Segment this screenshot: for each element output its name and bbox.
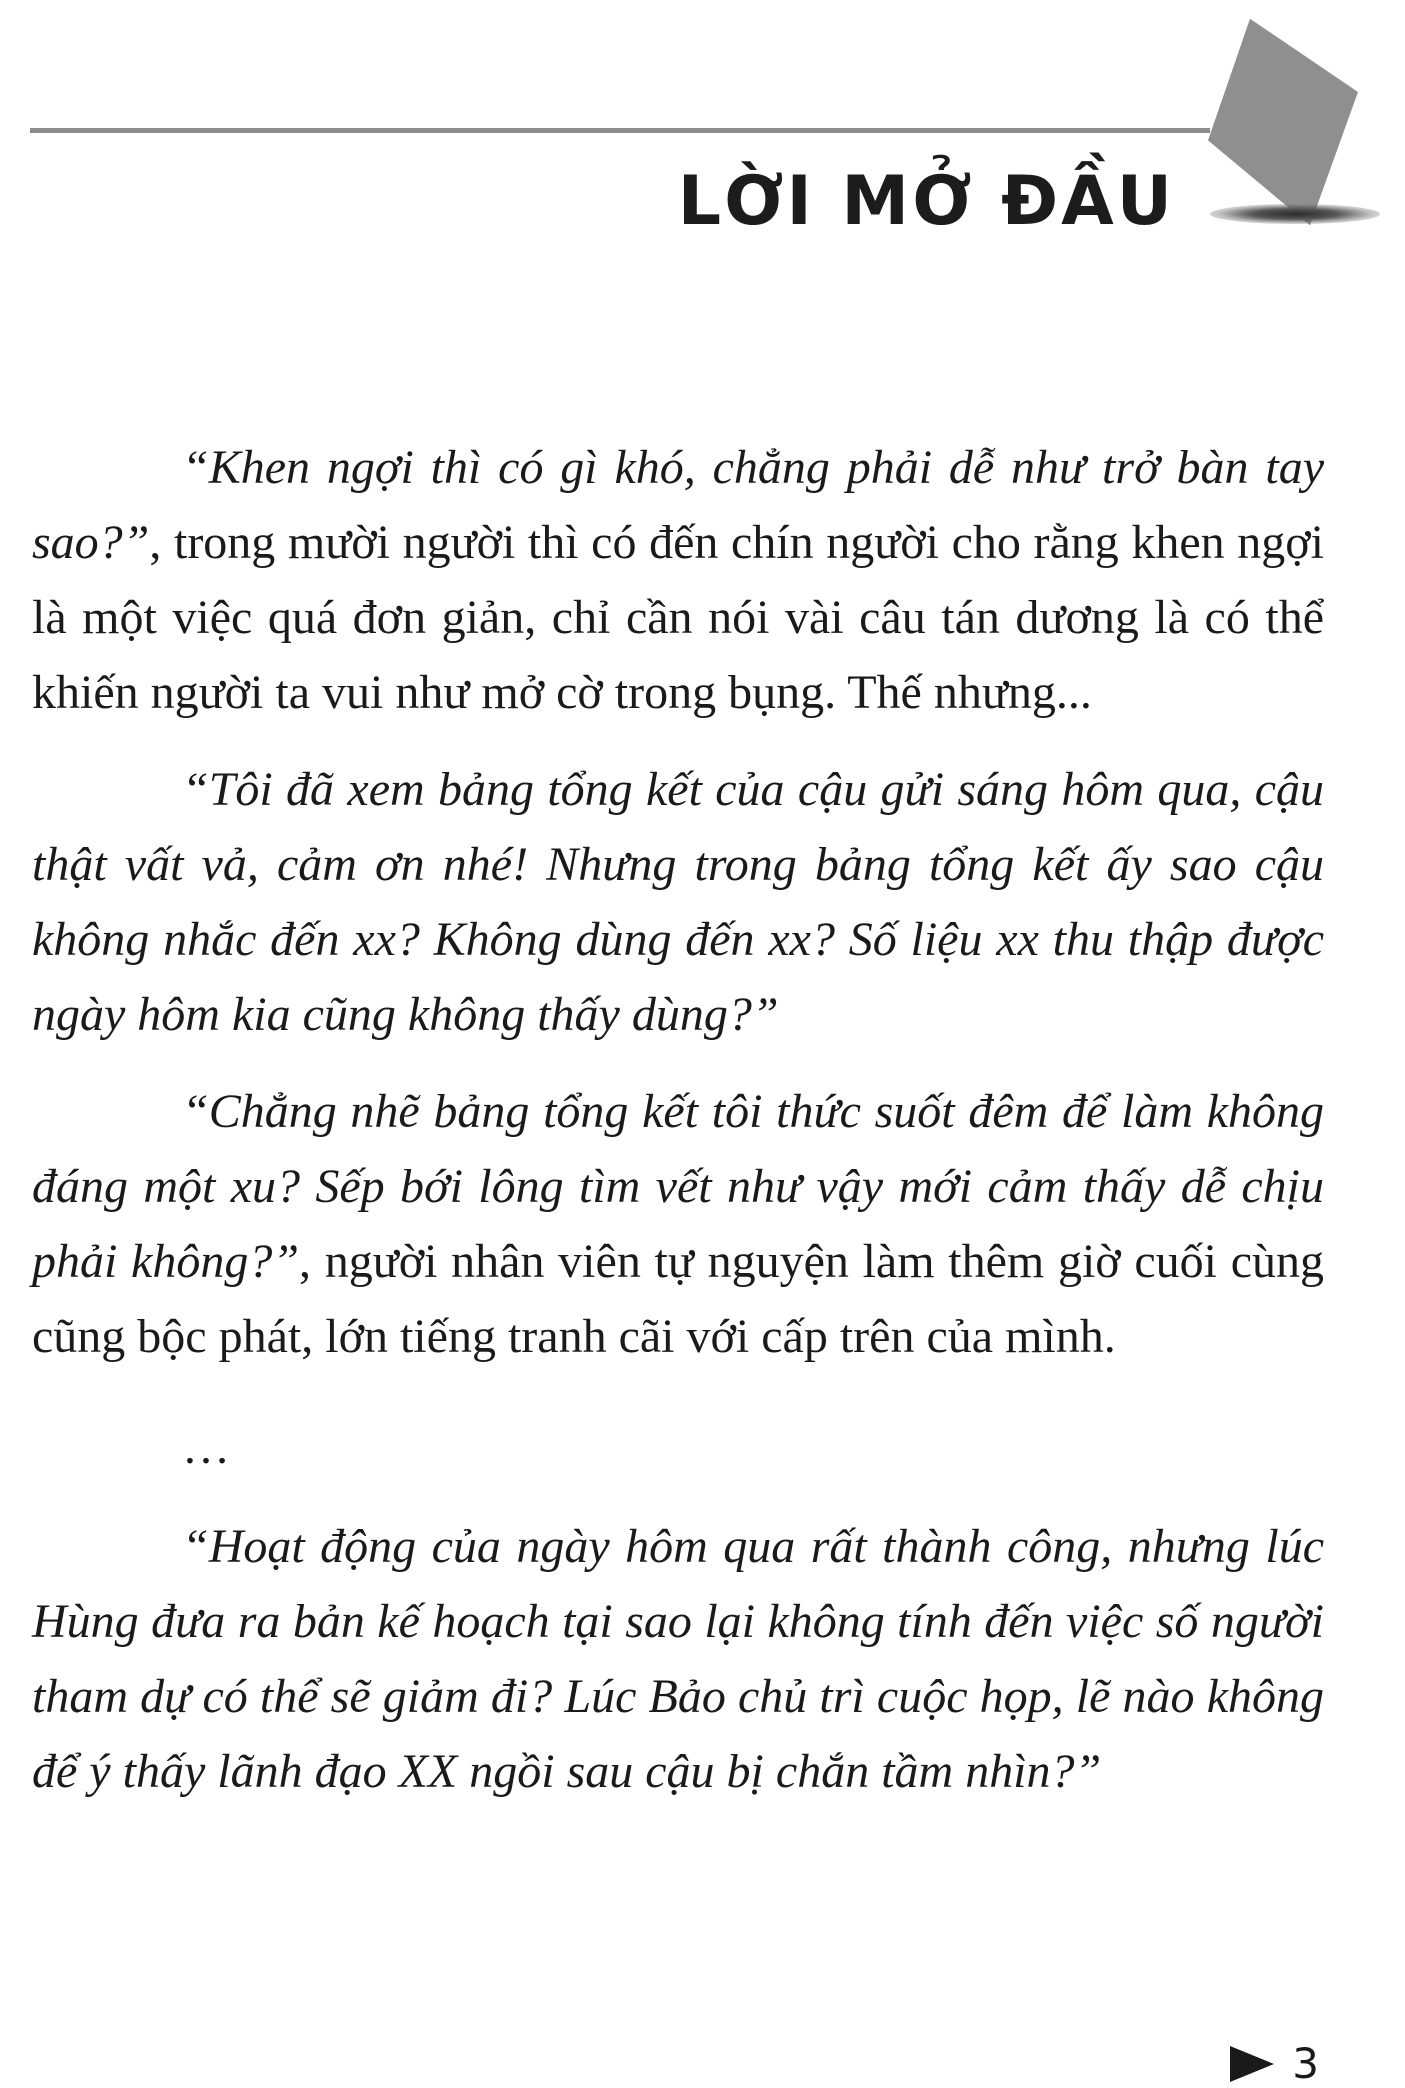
paragraph-3 (32, 1074, 1324, 1374)
paragraph-2 (32, 752, 1324, 1052)
page-footer (1230, 2040, 1319, 2088)
title-shadow-decoration (1210, 204, 1380, 224)
page-arrow-icon (1230, 2046, 1274, 2082)
page-number: 3 (1292, 2039, 1319, 2088)
paragraph-4 (32, 1509, 1324, 1809)
header-rule (30, 128, 1210, 133)
ellipsis-separator: … (182, 1421, 230, 1474)
paragraph-1-quote: “Khen ngợi thì có gì khó, chẳng phải dễ như trở bàn tay sao?” (32, 441, 1324, 569)
chapter-title: LỜI MỞ ĐẦU (677, 162, 1175, 241)
paragraph-4-quote: “Hoạt động của ngày hôm qua rất thành công, nhưng lúc Hùng đưa ra bản kế hoạch tại sao lại không tính đến việc số người tham dự có thể sẽ giảm đi? Lúc Bảo chủ trì cuộc họp, lẽ nào không để ý thấy lãnh đạo XX ngồi sau cậu bị chắn tầm nhìn?” (32, 1520, 1324, 1798)
paragraph-2-quote: “Tôi đã xem bảng tổng kết của cậu gửi sáng hôm qua, cậu thật vất vả, cảm ơn nhé! Nhưng trong bảng tổng kết ấy sao cậu không nhắc đến xx? Không dùng đến xx? Số liệu xx thu thập được ngày hôm kia cũng không thấy dùng?” (32, 763, 1324, 1041)
paragraph-3-text: , người nhân viên tự nguyện làm thêm giờ cuối cùng cũng bộc phát, lớn tiếng tranh cãi với cấp trên của mình. (32, 1235, 1325, 1363)
paragraph-1-text: , trong mười người thì có đến chín người cho rằng khen ngợi là một việc quá đơn giản, chỉ cần nói vài câu tán dương là có thể khiến người ta vui như mở cờ trong bụng. Thế nhưng... (32, 516, 1324, 719)
body-text (32, 430, 1324, 1809)
paragraph-1 (32, 430, 1324, 730)
paragraph-3-quote: “Chẳng nhẽ bảng tổng kết tôi thức suốt đêm để làm không đáng một xu? Sếp bới lông tìm vết như vậy mới cảm thấy dễ chịu phải không?” (32, 1085, 1324, 1288)
